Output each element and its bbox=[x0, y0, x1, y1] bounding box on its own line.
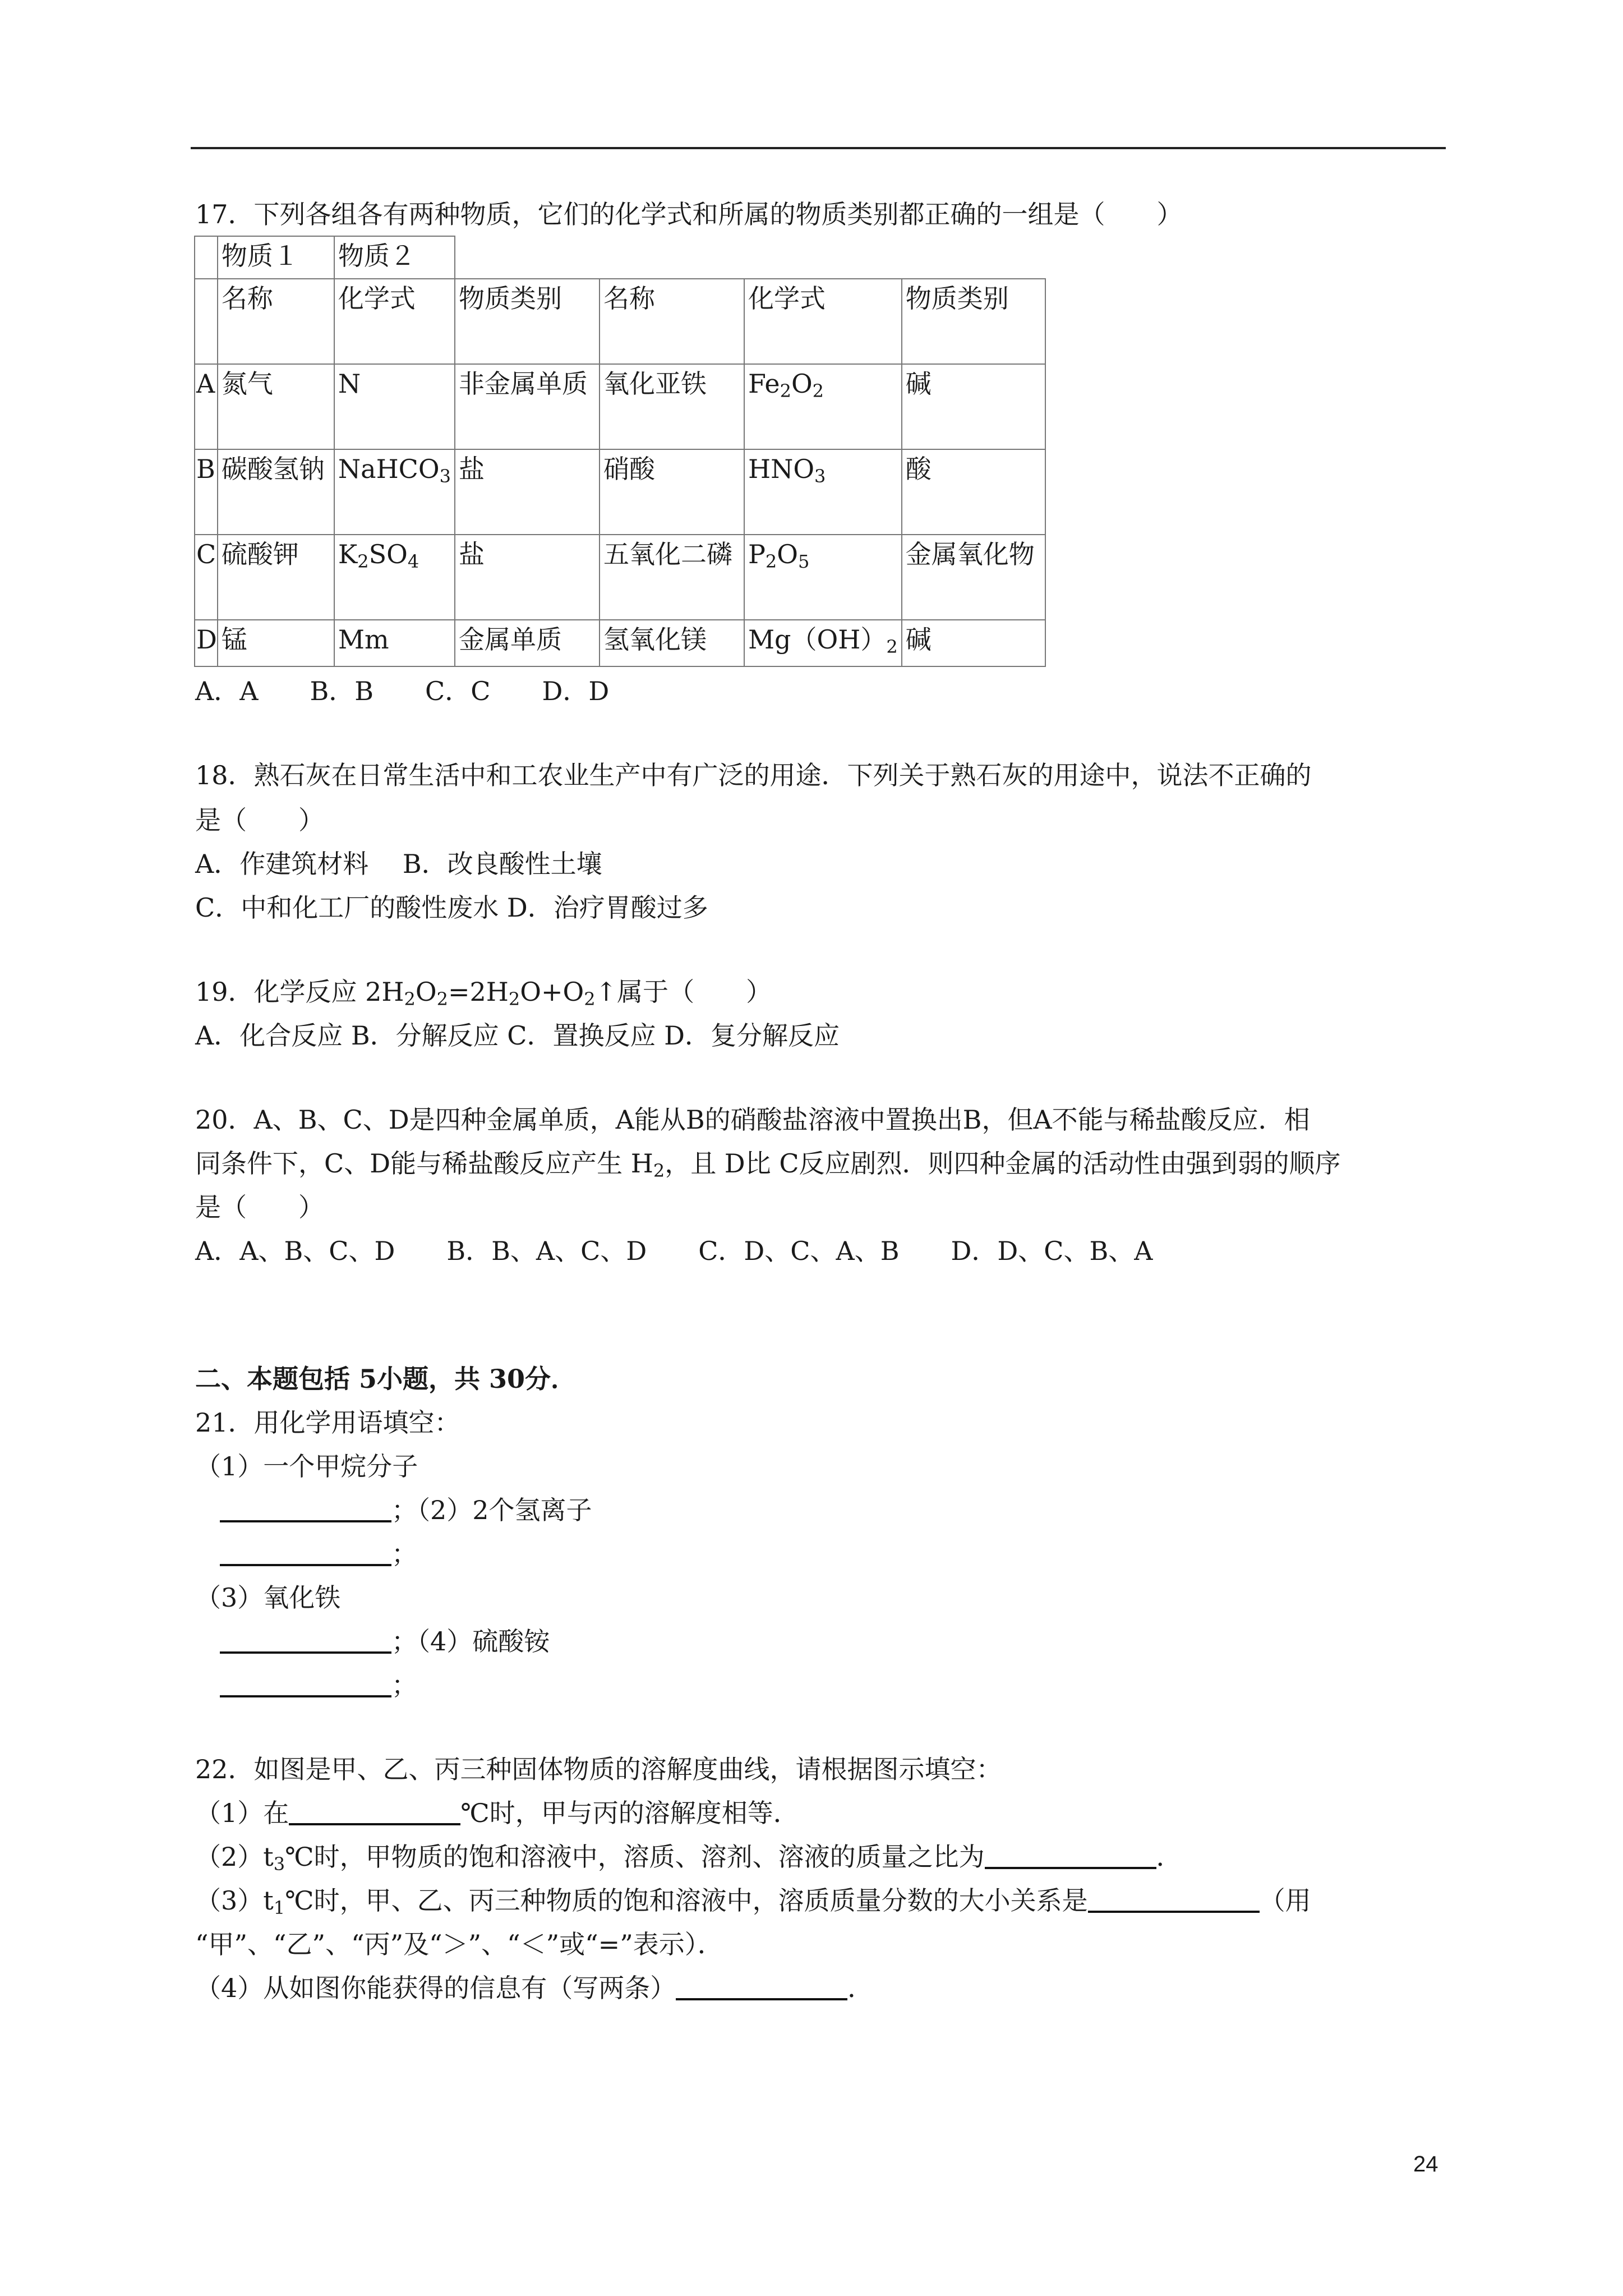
q18-options-line1: A．作建筑材料 B．改良酸性土壤 bbox=[195, 849, 602, 879]
header-class2: 物质类别 bbox=[902, 279, 1045, 364]
answer-blank[interactable] bbox=[220, 1539, 391, 1566]
section-heading: 二、本题包括 5小题，共 30分． bbox=[195, 1364, 577, 1394]
answer-blank[interactable] bbox=[220, 1671, 391, 1697]
q22-part3: $(3)t_1℃$时，甲、乙、丙三种物质的饱和溶液中，溶质质量分数的大小关系是 （用 bbox=[195, 1885, 1311, 1918]
table-row: A 氮气 N 非金属单质 氧化亚铁 $Fe_2O_2$ 碱 bbox=[195, 364, 1045, 449]
q19-options: A．化合反应 B．分解反应 C．置换反应 D．复分解反应 bbox=[195, 1020, 840, 1051]
q22-part4: （4）从如图你能获得的信息有（写两条） ． bbox=[195, 1973, 874, 2003]
q18-options-line2: C．中和化工厂的酸性废水 D．治疗胃酸过多 bbox=[195, 892, 708, 923]
group1-header: 物质１ bbox=[218, 236, 334, 279]
q20-stem-line1: 20．A、B、C、D是四种金属单质，A能从B的硝酸盐溶液中置换出B，但A不能与稀盐酸反应．相 bbox=[195, 1105, 1310, 1135]
page-number: 24 bbox=[1413, 2152, 1438, 2177]
q18-stem-line2: 是（ ） bbox=[195, 805, 324, 835]
answer-blank[interactable] bbox=[289, 1798, 460, 1825]
group2-header: 物质２ bbox=[334, 236, 455, 279]
table-row: C 硫酸钾 $K_2SO_4$ 盐 五氧化二磷 $P_2O_5$ 金属氧化物 bbox=[195, 535, 1045, 620]
q18-stem-line1: 18．熟石灰在日常生活中和工农业生产中有广泛的用途．下列关于熟石灰的用途中，说法不正确的 bbox=[195, 760, 1312, 790]
q21-line-blank2: ； bbox=[220, 1537, 417, 1571]
header-rule bbox=[191, 147, 1446, 149]
q22-stem: 22．如图是甲、乙、丙三种固体物质的溶解度曲线，请根据图示填空： bbox=[195, 1754, 1002, 1784]
q17-stem: 17．下列各组各有两种物质，它们的化学式和所属的物质类别都正确的一组是（ ） bbox=[195, 199, 1183, 229]
q17-table bbox=[194, 236, 1046, 667]
q20-options: A．A、B、C、D B．B、A、C、D C．D、C、A、B D．D、C、B、A bbox=[195, 1236, 1153, 1266]
q21-line-blank4: ； bbox=[220, 1668, 417, 1702]
q22-part2: $(2)t_3℃$时，甲物质的饱和溶液中，溶质、溶剂、溶液的质量之比为 ． bbox=[195, 1842, 1182, 1875]
q21-part1: （1）一个甲烷分子 bbox=[195, 1451, 418, 1481]
q17-options: A．A B．B C．C D．D bbox=[195, 676, 610, 706]
header-formula2: 化学式 bbox=[744, 279, 902, 364]
q21-part3: （3）氧化铁 bbox=[195, 1582, 341, 1613]
q19-stem: 19．化学反应 $2H_2O_2=2H_2O+O_2↑$属于（ ） bbox=[195, 977, 772, 1010]
answer-blank[interactable] bbox=[676, 1973, 847, 2000]
q22-part1: （1）在 ℃时，甲与丙的溶解度相等． bbox=[195, 1798, 799, 1828]
answer-blank[interactable] bbox=[985, 1842, 1156, 1869]
q21-stem: 21．用化学用语填空： bbox=[195, 1407, 460, 1438]
table-row: B 碳酸氢钠 NaHCO$_3$ 盐 硝酸 $HNO_3$ 酸 bbox=[195, 449, 1045, 535]
answer-blank[interactable] bbox=[220, 1627, 391, 1654]
header-formula1: 化学式 bbox=[334, 279, 455, 364]
q22-part3-line2: “甲”、“乙”、“丙”及“＞”、“＜”或“=”表示）． bbox=[195, 1929, 723, 1959]
answer-blank[interactable] bbox=[1088, 1886, 1260, 1913]
q21-line-blank3: ；（4）硫酸铵 bbox=[220, 1625, 550, 1658]
q20-stem-line2: 同条件下，C、D能与稀盐酸反应产生 $H_2$，且 D比 C反应剧烈．则四种金属的活动性由强到弱的顺序 bbox=[195, 1148, 1341, 1181]
header-name2: 名称 bbox=[600, 279, 744, 364]
q21-line-blank1: ；（2）2个氢离子 bbox=[220, 1493, 592, 1527]
header-name1: 名称 bbox=[218, 279, 334, 364]
answer-blank[interactable] bbox=[220, 1496, 391, 1522]
q20-stem-line3: 是（ ） bbox=[195, 1192, 324, 1222]
table-row: D 锰 Mm 金属单质 氢氧化镁 $Mg(OH)_2$ 碱 bbox=[195, 620, 1045, 666]
corner-cell bbox=[195, 236, 218, 279]
header-class1: 物质类别 bbox=[455, 279, 600, 364]
